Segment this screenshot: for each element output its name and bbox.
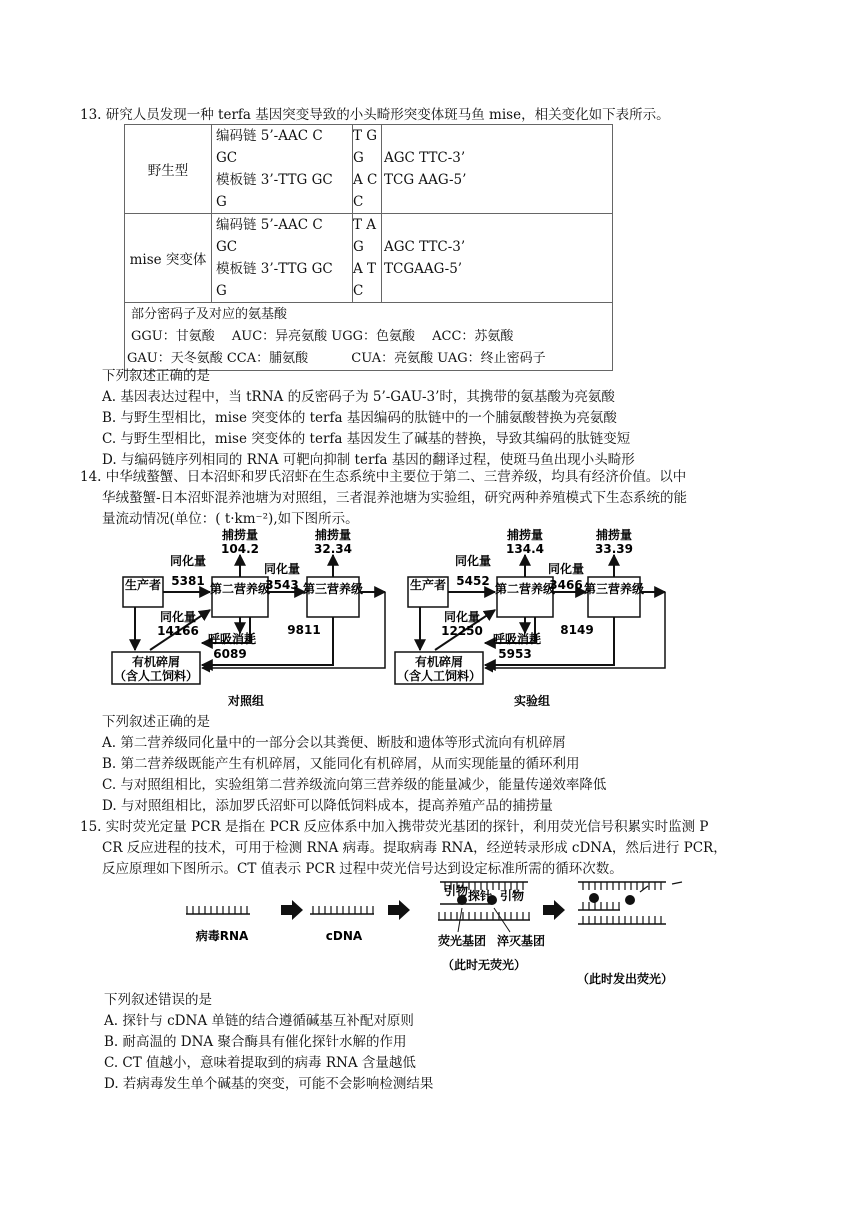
assim-label: 同化量 <box>443 610 481 624</box>
fluor-label: 荧光基团 <box>438 934 487 948</box>
control-label: 对照组 <box>227 694 265 708</box>
q13-option-d: D. 与编码链序列相同的 RNA 可靶向抑制 terfa 基因的翻译过程，使斑马鱼出现小头畸形 <box>102 452 635 468</box>
resp-label: 呼吸消耗 <box>492 632 542 646</box>
q13-option-b: B. 与野生型相比，mise 突变体的 terfa 基因编码的肽链中的一个脯氨酸替换为亮氨酸 <box>102 410 617 426</box>
experiment-diagram <box>395 527 665 708</box>
pcr-diagram <box>0 878 860 990</box>
q13-option-c: C. 与野生型相比，mise 突变体的 terfa 基因发生了碱基的替换，导致其编码的肽链变短 <box>102 431 631 447</box>
probe-cleaved <box>578 882 682 924</box>
q13-gene-table <box>124 124 613 371</box>
q15-stem-3: 反应原理如下图所示。CT 值表示 PCR 过程中荧光信号达到设定标准所需的循环次数。 <box>102 861 623 877</box>
wild-seq-col2: T G G A C C <box>353 125 382 214</box>
catch-label: 捕捞量 <box>595 528 633 542</box>
q13-prompt: 下列叙述正确的是 <box>102 368 210 384</box>
ctrl-catch2: 104.2 <box>221 542 259 556</box>
experiment-label: 实验组 <box>513 694 551 708</box>
q15-option-b: B. 耐高温的 DNA 聚合酶具有催化探针水解的作用 <box>104 1034 407 1050</box>
no-fluor-label: （此时无荧光） <box>441 958 527 972</box>
mut-seq-col3: AGC TTC-3’ TCGAAG-5’ <box>382 214 613 303</box>
wild-seq-col1: 编码链 5’-AAC C GC 模板链 3’-TTG GC G <box>212 125 353 214</box>
q15-option-d: D. 若病毒发生单个碱基的突变，可能不会影响检测结果 <box>104 1076 434 1092</box>
detritus-box: 有机碎屑 <box>414 655 464 669</box>
quench-label: 淬灭基团 <box>497 934 546 948</box>
q15-stem-2: CR 反应进程的技术，可用于检测 RNA 病毒。提取病毒 RNA，经逆转录形成 cDNA，然后进行 PCR， <box>102 840 727 856</box>
q14-prompt: 下列叙述正确的是 <box>102 714 210 730</box>
q15-prompt: 下列叙述错误的是 <box>104 992 212 1008</box>
q14-option-b: B. 第二营养级既能产生有机碎屑，又能同化有机碎屑，从而实现能量的循环利用 <box>102 756 580 772</box>
viral-rna-strand <box>186 906 250 914</box>
detritus-box: 有机碎屑 <box>131 655 181 669</box>
assim-label: 同化量 <box>547 562 585 576</box>
producer-box: 生产者 <box>124 578 162 592</box>
cdna-strand <box>310 906 374 914</box>
mut-seq-col2: T A G A T C <box>353 214 382 303</box>
wild-seq-col3: AGC TTC-3’ TCG AAG-5’ <box>382 125 613 214</box>
ctrl-assim-d2: 14166 <box>157 624 199 638</box>
primer-label-1: 引物 <box>444 884 469 898</box>
q14-option-d: D. 与对照组相比，添加罗氏沼虾可以降低饲料成本，提高养殖产品的捕捞量 <box>102 798 553 814</box>
q14-option-c: C. 与对照组相比，实验组第二营养级流向第三营养级的能量减少，能量传递效率降低 <box>102 777 607 793</box>
catch-label: 捕捞量 <box>506 528 544 542</box>
catch-label: 捕捞量 <box>221 528 259 542</box>
q13-option-a: A. 基因表达过程中，当 tRNA 的反密码子为 5’-GAU-3’时，其携带的氨基酸为亮氨酸 <box>102 389 615 405</box>
exp-to-detritus: 8149 <box>560 623 594 637</box>
arrow-icon <box>388 900 410 920</box>
codon-table: 部分密码子及对应的氨基酸 GGU：甘氨酸 AUC：异亮氨酸 UGG：色氨酸 ACC：苏氨酸 GAU：天冬氨酸 CCA：脯氨酸 CUA：亮氨酸 UAG：终止密码子 <box>125 303 613 371</box>
level3-box: 第三营养级 <box>302 582 364 596</box>
level2-box: 第二营养级 <box>494 582 556 596</box>
assim-label: 同化量 <box>454 554 492 568</box>
exp-resp: 5953 <box>498 647 532 661</box>
fluorophore-icon <box>589 893 599 903</box>
rna-label: 病毒RNA <box>195 929 249 943</box>
q14-stem-1: 14. 中华绒螯蟹、日本沼虾和罗氏沼虾在生态系统中主要位于第二、三营养级，均具有经济价值。以中 <box>80 469 687 485</box>
ctrl-to-detritus: 9811 <box>287 623 321 637</box>
quencher-icon <box>625 895 635 905</box>
assim-label: 同化量 <box>263 562 301 576</box>
arrow-icon <box>543 900 565 920</box>
exp-catch2: 134.4 <box>506 542 544 556</box>
q14-stem-2: 华绒螯蟹-日本沼虾混养池塘为对照组，三者混养池塘为实验组，研究两种养殖模式下生态系统的能 <box>102 490 688 506</box>
ctrl-assim-23: 3543 <box>265 578 299 592</box>
control-diagram <box>112 527 385 708</box>
ctrl-assim-p2: 5381 <box>171 574 205 588</box>
energy-flow-diagram <box>0 525 860 715</box>
ctrl-resp: 6089 <box>213 647 247 661</box>
level2-box: 第二营养级 <box>209 582 271 596</box>
wild-type-label: 野生型 <box>125 125 212 214</box>
catch-label: 捕捞量 <box>314 528 352 542</box>
assim-label: 同化量 <box>159 610 197 624</box>
q14-stem-3: 量流动情况(单位：( t·km⁻²),如下图所示。 <box>102 511 359 527</box>
level3-box: 第三营养级 <box>583 582 645 596</box>
cdna-label: cDNA <box>325 929 363 943</box>
producer-box: 生产者 <box>409 578 447 592</box>
exp-catch3: 33.39 <box>595 542 633 556</box>
probe-label: 探针 <box>468 889 493 903</box>
detritus-sub: （含人工饲料） <box>113 669 199 683</box>
exp-assim-23: 3466 <box>549 578 583 592</box>
detritus-sub: （含人工饲料） <box>396 669 482 683</box>
exp-assim-p2: 5452 <box>456 574 490 588</box>
q15-option-c: C. CT 值越小，意味着提取到的病毒 RNA 含量越低 <box>104 1055 416 1071</box>
q14-option-a: A. 第二营养级同化量中的一部分会以其粪便、断肢和遗体等形式流向有机碎屑 <box>102 735 566 751</box>
ctrl-catch3: 32.34 <box>314 542 352 556</box>
mutant-label: mise 突变体 <box>125 214 212 303</box>
assim-label: 同化量 <box>169 554 207 568</box>
fluor-on-label: （此时发出荧光） <box>576 972 674 986</box>
arrow-icon <box>281 900 303 920</box>
mut-seq-col1: 编码链 5’-AAC C GC 模板链 3’-TTG GC G <box>212 214 353 303</box>
resp-label: 呼吸消耗 <box>207 632 257 646</box>
q13-stem: 13. 研究人员发现一种 terfa 基因突变导致的小头畸形突变体斑马鱼 mise，相关变化如下表所示。 <box>80 107 670 123</box>
exp-assim-d2: 12250 <box>441 624 483 638</box>
q15-option-a: A. 探针与 cDNA 单链的结合遵循碱基互补配对原则 <box>104 1013 414 1029</box>
q15-stem-1: 15. 实时荧光定量 PCR 是指在 PCR 反应体系中加入携带荧光基团的探针，利用荧光信号积累实时监测 P <box>80 819 709 835</box>
primer-label-2: 引物 <box>500 889 525 903</box>
